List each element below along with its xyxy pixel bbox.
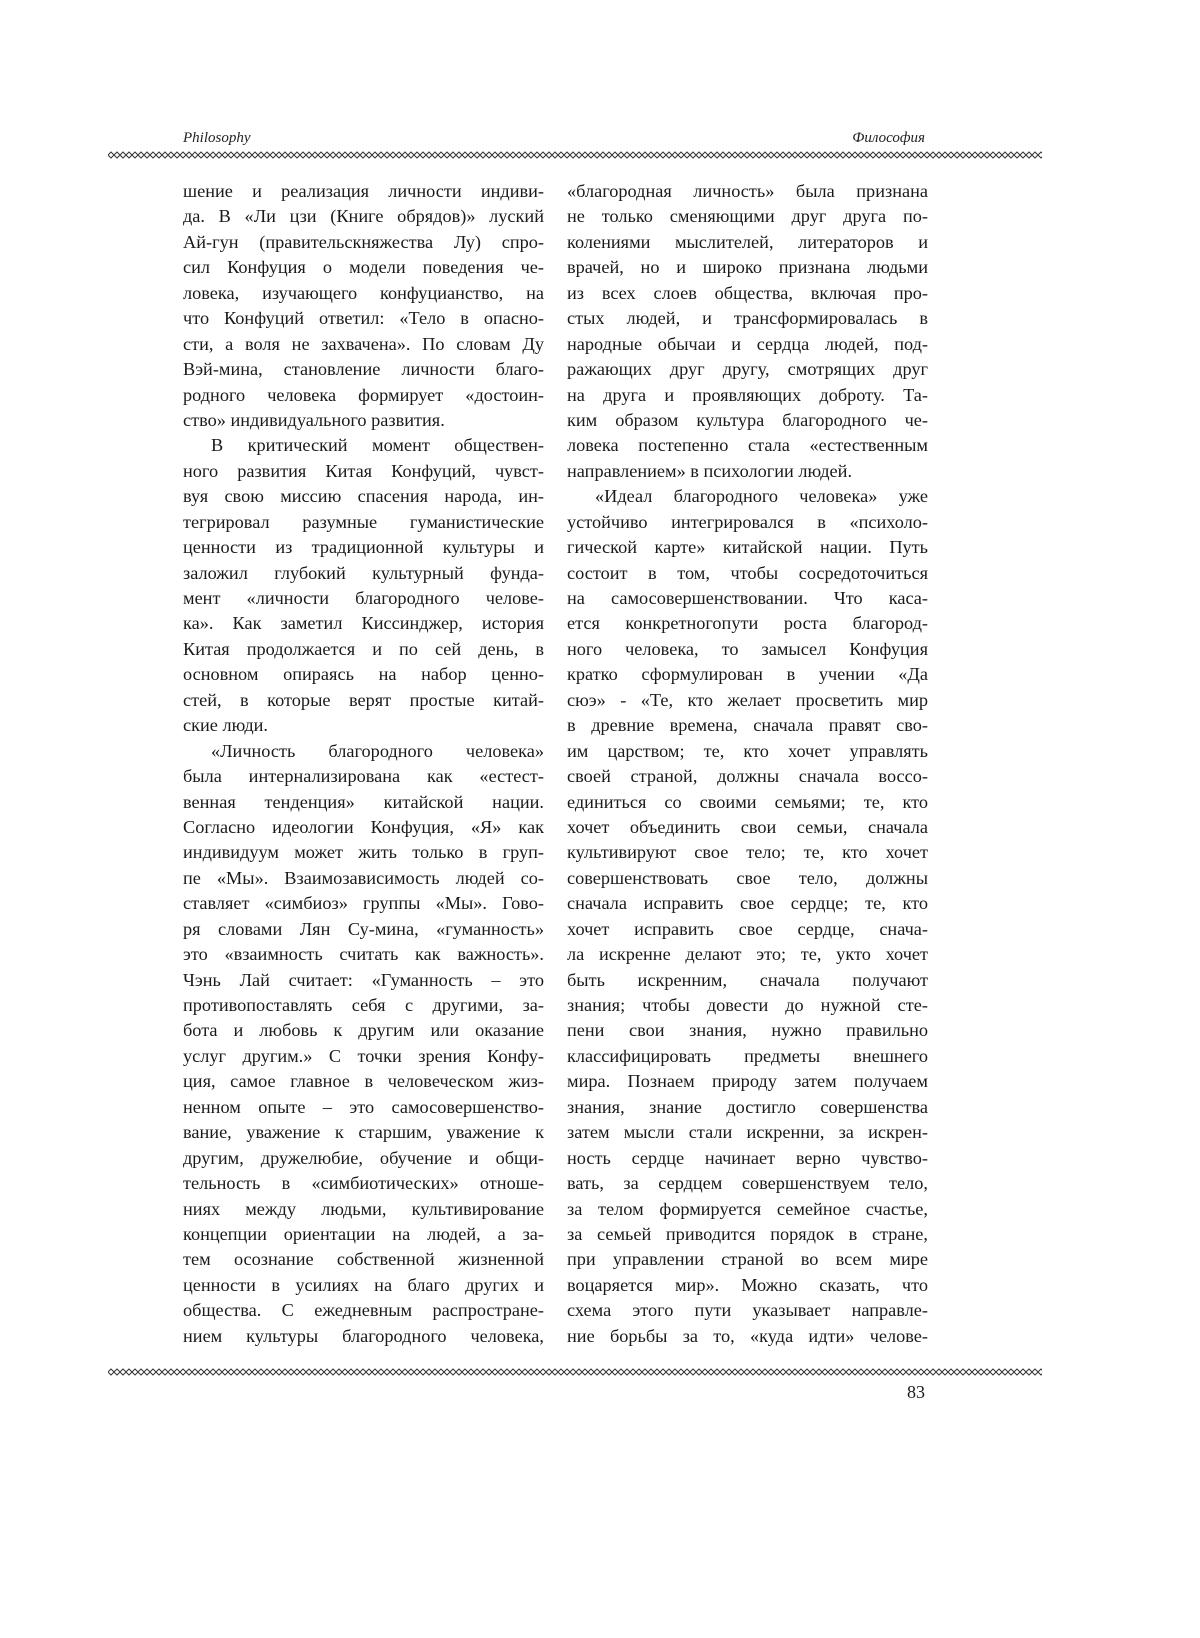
- text-line: сил Конфуция о модели поведения че-: [183, 255, 544, 280]
- text-line: знания; чтобы довести до нужной сте-: [567, 993, 928, 1018]
- text-line: ла искренне делают это; те, укто хочет: [567, 942, 928, 967]
- text-line: «Идеал благородного человека» уже: [567, 484, 928, 509]
- text-line: ские люди.: [183, 713, 544, 738]
- text-line: противопоставлять себя с другими, за-: [183, 993, 544, 1018]
- text-line: Чэнь Лай считает: «Гуманность – это: [183, 968, 544, 993]
- text-line: Китая продолжается и по сей день, в: [183, 637, 544, 662]
- text-line: быть искренним, сначала получают: [567, 968, 928, 993]
- text-line: да. В «Ли цзи (Книге обрядов)» луский: [183, 204, 544, 229]
- page-number: 83: [907, 1382, 925, 1403]
- text-line: культивируют свое тело; те, кто хочет: [567, 840, 928, 865]
- text-line: Согласно идеологии Конфуция, «Я» как: [183, 815, 544, 840]
- text-line: услуг другим.» С точки зрения Конфу-: [183, 1044, 544, 1069]
- text-line: гической карте» китайской нации. Путь: [567, 535, 928, 560]
- text-line: своей страной, должны сначала воссо-: [567, 764, 928, 789]
- text-line: В критический момент обществен-: [183, 433, 544, 458]
- text-line: кратко сформулирован в учении «Да: [567, 662, 928, 687]
- decorative-zigzag-rule-top: [108, 150, 1042, 160]
- text-line: ненном опыте – это самосовершенство-: [183, 1095, 544, 1120]
- text-line: не только сменяющими друг друга по-: [567, 204, 928, 229]
- text-line: «благородная личность» была признана: [567, 179, 928, 204]
- text-line: хочет объединить свои семьи, сначала: [567, 815, 928, 840]
- text-column-left: [183, 179, 544, 1349]
- text-line: ние борьбы за то, «куда идти» челове-: [567, 1324, 928, 1349]
- text-line: мира. Познаем природу затем получаем: [567, 1069, 928, 1094]
- text-line: другим, дружелюбие, обучение и общи-: [183, 1146, 544, 1171]
- text-line: сти, а воля не захвачена». По словам Ду: [183, 332, 544, 357]
- text-line: ценности из традиционной культуры и: [183, 535, 544, 560]
- text-line: знания, знание достигло совершенства: [567, 1095, 928, 1120]
- paragraph: [183, 739, 544, 1350]
- text-line: тем осознание собственной жизненной: [183, 1247, 544, 1272]
- text-line: устойчиво интегрировался в «психоло-: [567, 510, 928, 535]
- text-line: бота и любовь к другим или оказание: [183, 1018, 544, 1043]
- text-line: за семьей приводится порядок в стране,: [567, 1222, 928, 1247]
- text-line: ка». Как заметил Киссинджер, история: [183, 611, 544, 636]
- paragraph: [183, 433, 544, 738]
- text-line: затем мысли стали искренни, за искрен-: [567, 1120, 928, 1145]
- text-line: совершенствовать свое тело, должны: [567, 866, 928, 891]
- paragraph: [567, 484, 928, 1349]
- text-line: ется конкретногопути роста благород-: [567, 611, 928, 636]
- paragraph: [567, 179, 928, 484]
- text-line: направлением» в психологии людей.: [567, 459, 928, 484]
- text-line: шение и реализация личности индиви-: [183, 179, 544, 204]
- text-line: венная тенденция» китайской нации.: [183, 790, 544, 815]
- text-line: это «взаимность считать как важность».: [183, 942, 544, 967]
- text-line: народные обычаи и сердца людей, под-: [567, 332, 928, 357]
- text-line: стых людей, и трансформировалась в: [567, 306, 928, 331]
- text-line: единиться со своими семьями; те, кто: [567, 790, 928, 815]
- text-line: ция, самое главное в человеческом жиз-: [183, 1069, 544, 1094]
- text-line: в древние времена, сначала правят сво-: [567, 713, 928, 738]
- text-line: воцаряется мир». Можно сказать, что: [567, 1273, 928, 1298]
- text-line: при управлении страной во всем мире: [567, 1247, 928, 1272]
- text-line: из всех слоев общества, включая про-: [567, 281, 928, 306]
- text-line: ность сердце начинает верно чувство-: [567, 1146, 928, 1171]
- text-line: Вэй-мина, становление личности благо-: [183, 357, 544, 382]
- text-line: была интернализирована как «естест-: [183, 764, 544, 789]
- text-line: ловека, изучающего конфуцианство, на: [183, 281, 544, 306]
- text-line: сначала исправить свое сердце; те, кто: [567, 891, 928, 916]
- text-line: пе «Мы». Взаимозависимость людей со-: [183, 866, 544, 891]
- text-line: вание, уважение к старшим, уважение к: [183, 1120, 544, 1145]
- text-line: ного человека, то замысел Конфуция: [567, 637, 928, 662]
- text-line: нием культуры благородного человека,: [183, 1324, 544, 1349]
- text-line: на друга и проявляющих доброту. Та-: [567, 383, 928, 408]
- text-line: ловека постепенно стала «естественным: [567, 433, 928, 458]
- text-line: пени свои знания, нужно правильно: [567, 1018, 928, 1043]
- text-line: врачей, но и широко признана людьми: [567, 255, 928, 280]
- text-line: Ай-гун (правительскняжества Лу) спро-: [183, 230, 544, 255]
- text-line: «Личность благородного человека»: [183, 739, 544, 764]
- text-line: ря словами Лян Су-мина, «гуманность»: [183, 917, 544, 942]
- running-header-left: Philosophy: [183, 130, 251, 147]
- text-line: тельность в «симбиотических» отноше-: [183, 1171, 544, 1196]
- text-line: стей, в которые верят простые китай-: [183, 688, 544, 713]
- text-line: ниях между людьми, культивирование: [183, 1197, 544, 1222]
- text-line: общества. С ежедневным распростране-: [183, 1298, 544, 1323]
- text-line: основном опираясь на набор ценно-: [183, 662, 544, 687]
- text-line: на самосовершенствовании. Что каса-: [567, 586, 928, 611]
- decorative-zigzag-rule-bottom: [108, 1367, 1042, 1377]
- text-column-right: [567, 179, 928, 1349]
- text-line: состоит в том, чтобы сосредоточиться: [567, 561, 928, 586]
- text-line: заложил глубокий культурный фунда-: [183, 561, 544, 586]
- text-line: концепции ориентации на людей, а за-: [183, 1222, 544, 1247]
- text-line: вуя свою миссию спасения народа, ин-: [183, 484, 544, 509]
- text-line: за телом формируется семейное счастье,: [567, 1197, 928, 1222]
- text-line: мент «личности благородного челове-: [183, 586, 544, 611]
- text-line: хочет исправить свое сердце, снача-: [567, 917, 928, 942]
- text-line: вать, за сердцем совершенствуем тело,: [567, 1171, 928, 1196]
- text-line: ного развития Китая Конфуций, чувст-: [183, 459, 544, 484]
- text-line: колениями мыслителей, литераторов и: [567, 230, 928, 255]
- text-line: тегрировал разумные гуманистические: [183, 510, 544, 535]
- text-line: что Конфуций ответил: «Тело в опасно-: [183, 306, 544, 331]
- text-line: сюэ» - «Те, кто желает просветить мир: [567, 688, 928, 713]
- text-line: им царством; те, кто хочет управлять: [567, 739, 928, 764]
- paragraph: [183, 179, 544, 433]
- running-header-right: Философия: [852, 130, 925, 147]
- text-line: ство» индивидуального развития.: [183, 408, 544, 433]
- text-line: родного человека формирует «достоин-: [183, 383, 544, 408]
- text-line: схема этого пути указывает направле-: [567, 1298, 928, 1323]
- text-line: ставляет «симбиоз» группы «Мы». Гово-: [183, 891, 544, 916]
- text-line: ким образом культура благородного че-: [567, 408, 928, 433]
- text-line: классифицировать предметы внешнего: [567, 1044, 928, 1069]
- text-line: ценности в усилиях на благо других и: [183, 1273, 544, 1298]
- text-line: ражающих друг другу, смотрящих друг: [567, 357, 928, 382]
- text-line: индивидуум может жить только в груп-: [183, 840, 544, 865]
